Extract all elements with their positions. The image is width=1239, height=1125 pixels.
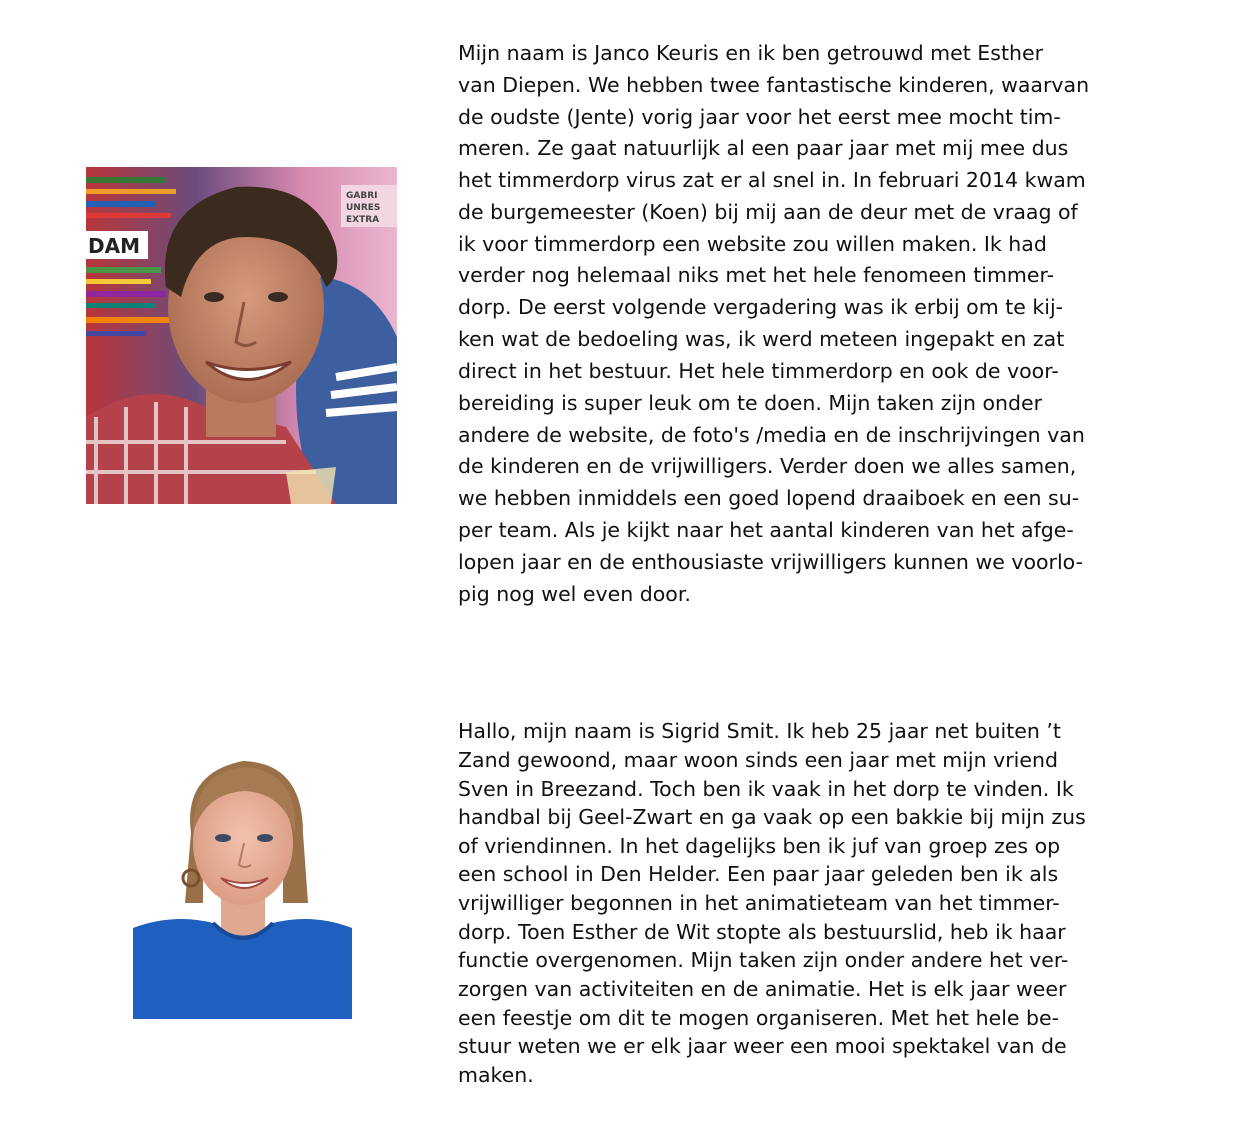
- bio-line: pig nog wel even door.: [458, 582, 691, 606]
- bio-line: bereiding is super leuk om te doen. Mijn taken zijn onder: [458, 391, 1043, 415]
- bio-line: Sven in Breezand. Toch ben ik vaak in het dorp te vinden. Ik: [458, 777, 1074, 801]
- bio-line: dorp. De eerst volgende vergadering was ik erbij om te kij-: [458, 295, 1064, 319]
- svg-text:EXTRA: EXTRA: [346, 215, 380, 225]
- profile-photo-sigrid: [133, 733, 352, 1019]
- bio-line: de oudste (Jente) vorig jaar voor het eerst mee mocht tim-: [458, 105, 1061, 129]
- bio-line: direct in het bestuur. Het hele timmerdorp en ook de voor-: [458, 359, 1059, 383]
- bio-line: vrijwilliger begonnen in het animatieteam van het timmer-: [458, 891, 1060, 915]
- bio-line: handbal bij Geel-Zwart en ga vaak op een bakkie bij mijn zus: [458, 805, 1086, 829]
- bio-line: de kinderen en de vrijwilligers. Verder doen we alles samen,: [458, 454, 1077, 478]
- svg-text:DAM: DAM: [88, 234, 140, 258]
- bio-line: per team. Als je kijkt naar het aantal kinderen van het afge-: [458, 518, 1074, 542]
- bio-line: Zand gewoond, maar woon sinds een jaar met mijn vriend: [458, 748, 1058, 772]
- bio-line: zorgen van activiteiten en de animatie. Het is elk jaar weer: [458, 977, 1067, 1001]
- bio-line: ik voor timmerdorp een website zou willen maken. Ik had: [458, 232, 1047, 256]
- bio-line: van Diepen. We hebben twee fantastische kinderen, waarvan: [458, 73, 1090, 97]
- bio-line: we hebben inmiddels een goed lopend draaiboek en een su-: [458, 486, 1080, 510]
- portrait-woman-photo: [133, 733, 352, 1019]
- bio-line: het timmerdorp virus zat er al snel in. In februari 2014 kwam: [458, 168, 1086, 192]
- bio-line: verder nog helemaal niks met het hele fenomeen timmer-: [458, 263, 1055, 287]
- bio-line: ken wat de bedoeling was, ik werd meteen ingepakt en zat: [458, 327, 1065, 351]
- bio-line: meren. Ze gaat natuurlijk al een paar jaar met mij mee dus: [458, 136, 1069, 160]
- bio-line: of vriendinnen. In het dagelijks ben ik juf van groep zes op: [458, 834, 1061, 858]
- portrait-man-photo: [86, 167, 397, 504]
- bio-line: een school in Den Helder. Een paar jaar geleden ben ik als: [458, 862, 1059, 886]
- bio-line: functie overgenomen. Mijn taken zijn onder andere het ver-: [458, 948, 1069, 972]
- bio-line: een feestje om dit te mogen organiseren. Met het hele be-: [458, 1006, 1060, 1030]
- bio-line: andere de website, de foto's /media en de inschrijvingen van: [458, 423, 1085, 447]
- bio-line: maken.: [458, 1063, 534, 1087]
- bio-line: Mijn naam is Janco Keuris en ik ben getrouwd met Esther: [458, 41, 1044, 65]
- bio-line: de burgemeester (Koen) bij mij aan de deur met de vraag of: [458, 200, 1078, 224]
- profile-photo-janco: [86, 167, 397, 504]
- svg-text:GABRI: GABRI: [346, 191, 378, 201]
- svg-text:UNRES: UNRES: [346, 203, 381, 213]
- bio-line: lopen jaar en de enthousiaste vrijwilligers kunnen we voorlo-: [458, 550, 1083, 574]
- bio-line: stuur weten we er elk jaar weer een mooi spektakel van de: [458, 1034, 1067, 1058]
- bio-line: dorp. Toen Esther de Wit stopte als bestuurslid, heb ik haar: [458, 920, 1066, 944]
- bio-line: Hallo, mijn naam is Sigrid Smit. Ik heb 25 jaar net buiten ’t: [458, 719, 1061, 743]
